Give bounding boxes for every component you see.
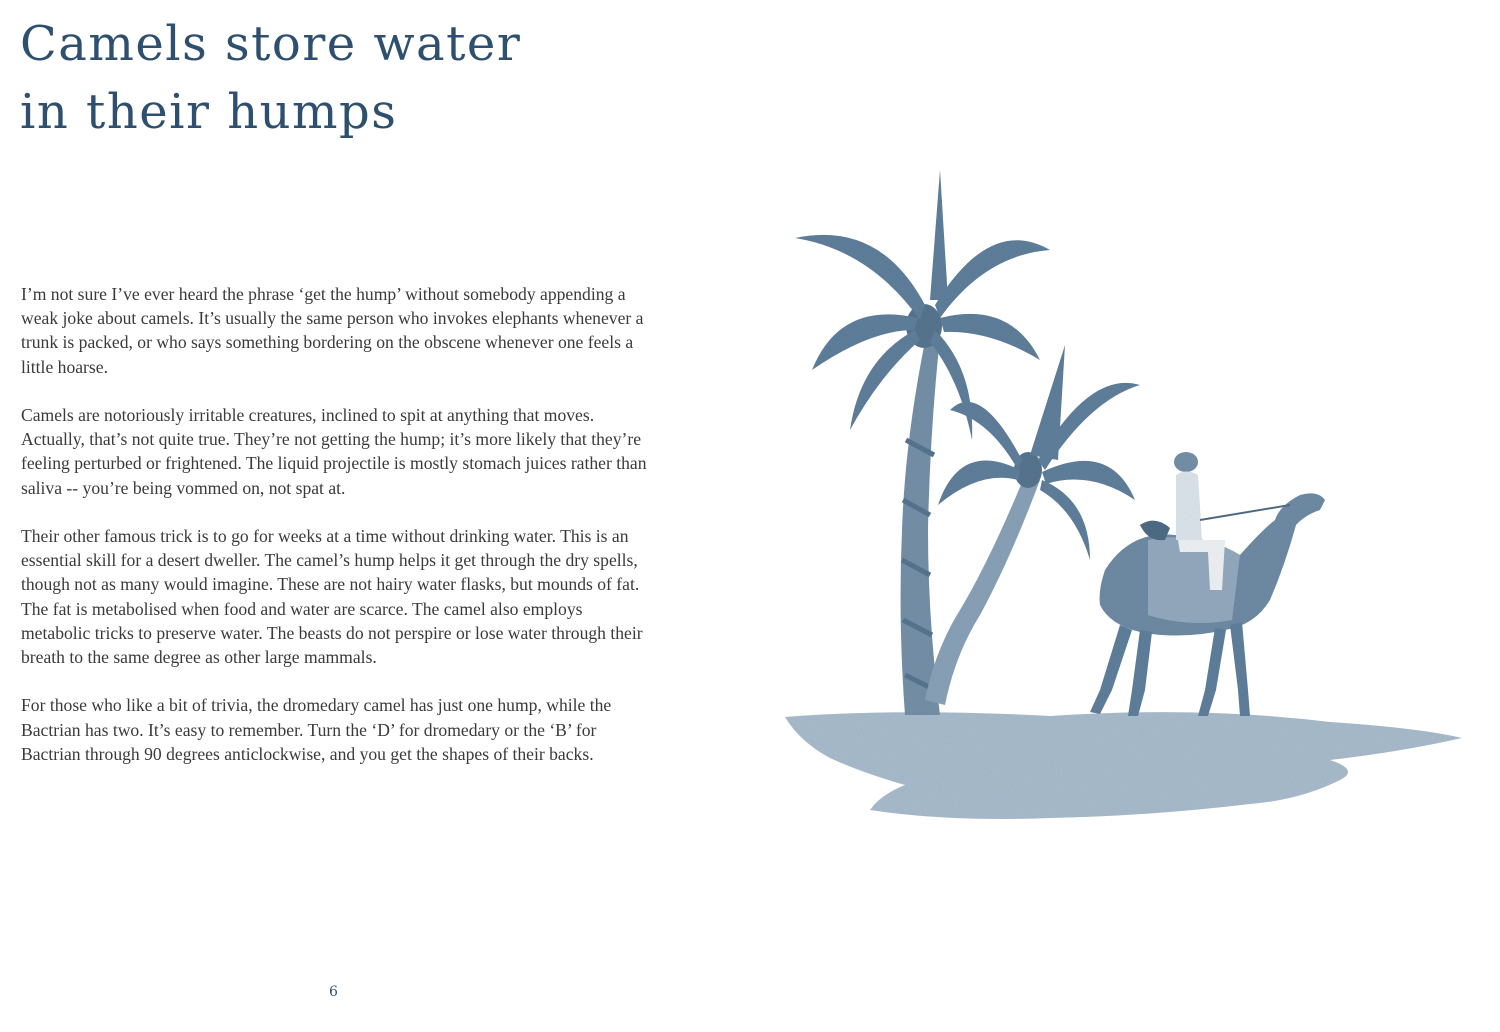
paragraph-3: Their other famous trick is to go for weeks at a time without drinking water. This is an essential skill for a desert dweller. The camel’s hump helps it get through the dry spells, though not as many would imagine. These are not hairy water flasks, but mounds of fat. The fat is metabolised when food and water are scarce. The camel also employs metabolic tricks to preserve water. The beasts do not perspire or lose water through their breath to the same degree as other large mammals. xyxy=(21,526,643,668)
title-line-2: in their humps xyxy=(20,84,398,140)
article-body xyxy=(21,282,651,790)
paragraph-2: Camels are notoriously irritable creatures, inclined to spit at anything that moves. Actually, that’s not quite true. They’re not getting the hump; it’s more likely that they’re feeling perturbed or frightened. The liquid projectile is mostly stomach juices rather than saliva -- you’re being vommed on, not spat at. xyxy=(21,405,647,498)
page-title xyxy=(20,10,660,146)
paragraph-1: I’m not sure I’ve ever heard the phrase ‘get the hump’ without somebody appending a weak joke about camels. It’s usually the same person who invokes elephants whenever a trunk is packed, or who says something bordering on the obscene whenever one feels a little hoarse. xyxy=(21,284,644,377)
sand-ground-icon xyxy=(785,712,1462,819)
camel-icon xyxy=(1090,493,1325,716)
page-number: 6 xyxy=(329,984,338,1000)
palm-tree-icon xyxy=(925,345,1140,705)
title-line-1: Camels store water xyxy=(20,16,522,72)
paragraph-4: For those who like a bit of trivia, the dromedary camel has just one hump, while the Bactrian has two. It’s easy to remember. Turn the ‘D’ for dromedary or the ‘B’ for Bactrian through 90 degrees anticlockwise, and you get the shapes of their backs. xyxy=(21,695,612,764)
desert-illustration xyxy=(770,160,1470,830)
